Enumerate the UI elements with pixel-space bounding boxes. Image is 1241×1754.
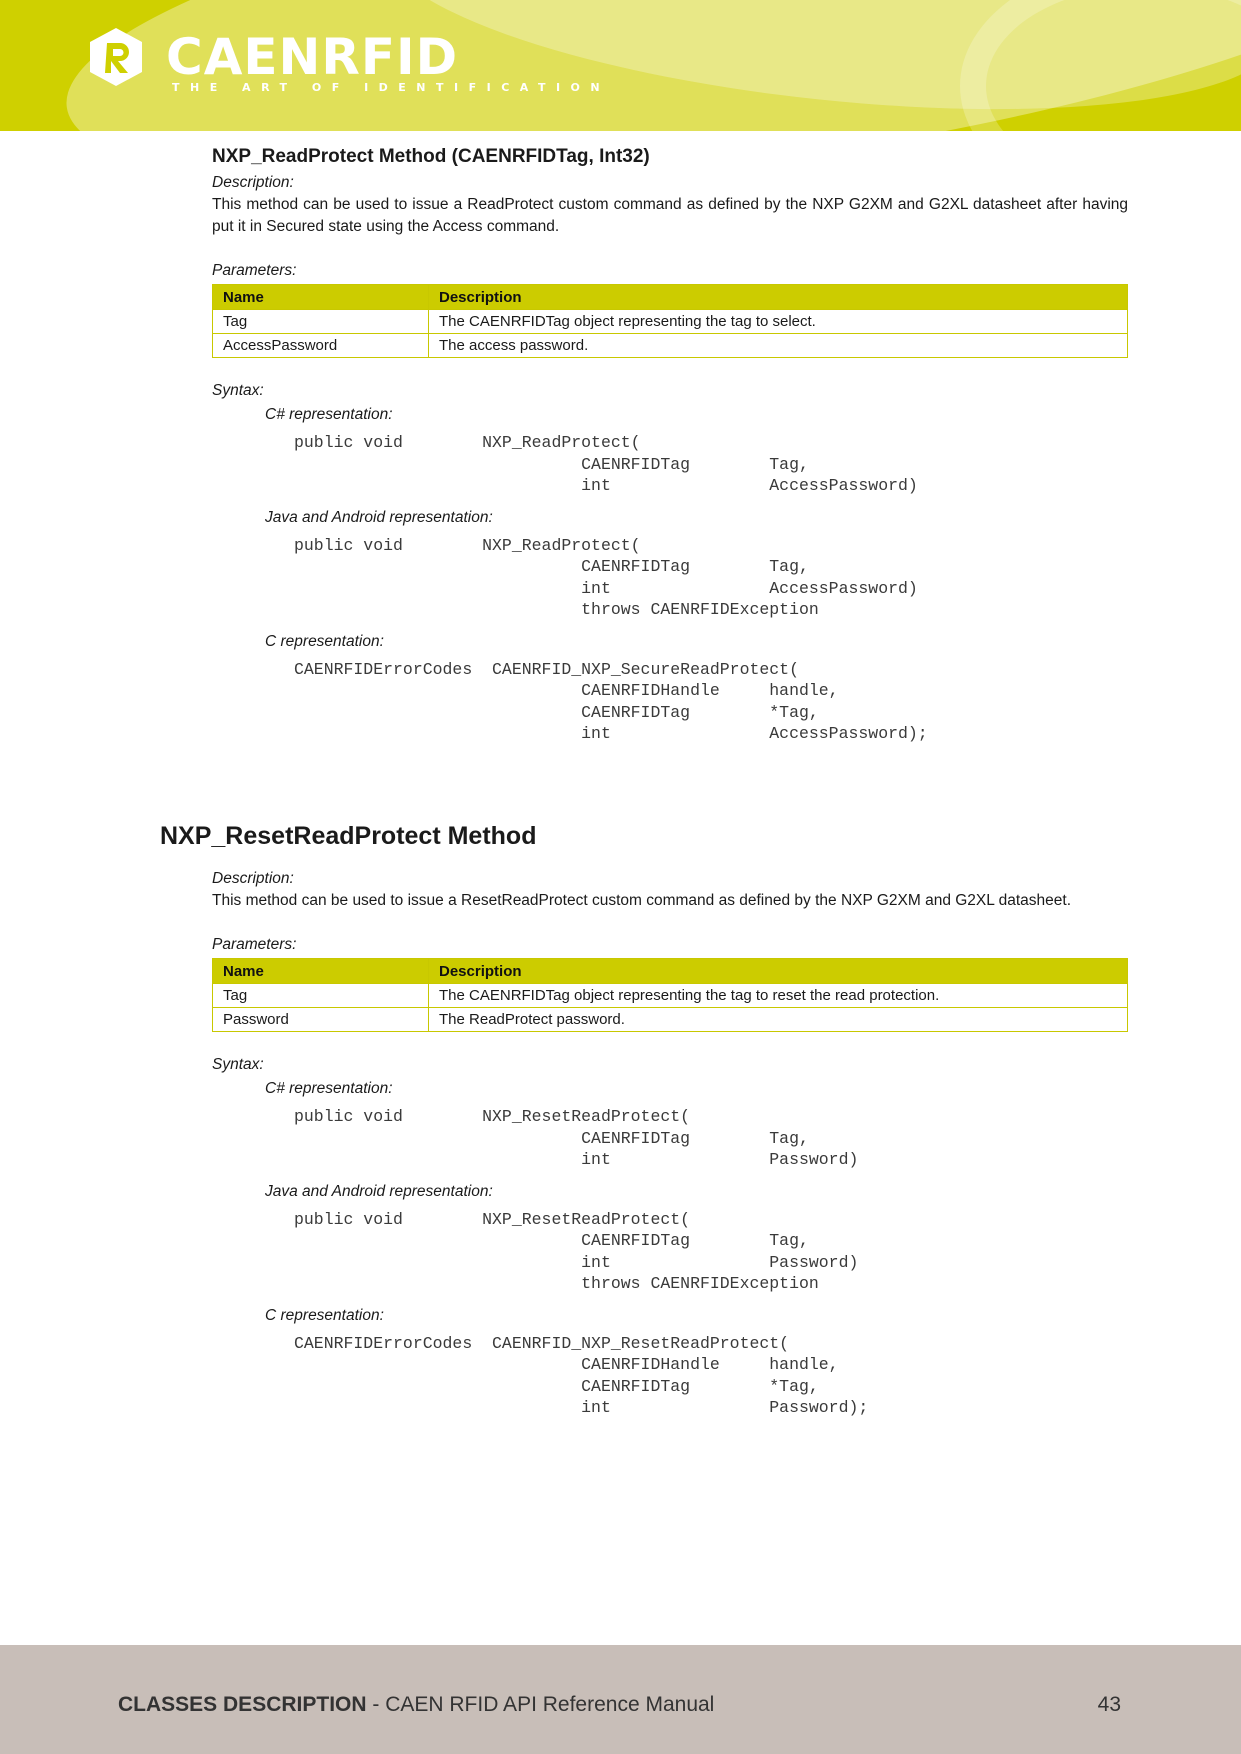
param-name: Tag	[213, 310, 429, 334]
param-description: The access password.	[429, 334, 1128, 358]
parameters-table	[212, 958, 1128, 1032]
section-heading: NXP_ResetReadProtect Method	[160, 822, 537, 850]
syntax-label: Syntax:	[212, 1056, 264, 1073]
parameters-table	[212, 284, 1128, 358]
c-code: CAENRFIDErrorCodes CAENRFID_NXP_ResetReadProtect( CAENRFIDHandle handle, CAENRFIDTag *Tag, int Password);	[294, 1333, 869, 1417]
table-header-name: Name	[213, 285, 429, 310]
csharp-label: C# representation:	[265, 1080, 393, 1097]
description-text: This method can be used to issue a ReadProtect custom command as defined by the NXP G2XM and G2XL datasheet after having put it in Secured state using the Access command.	[212, 196, 1128, 235]
param-description: The CAENRFIDTag object representing the tag to reset the read protection.	[429, 984, 1128, 1008]
footer-manual: - CAEN RFID API Reference Manual	[366, 1693, 715, 1716]
java-code: public void NXP_ResetReadProtect( CAENRFIDTag Tag, int Password) throws CAENRFIDException	[294, 1209, 859, 1293]
table-header-name: Name	[213, 959, 429, 984]
caenrfid-logo-icon	[88, 26, 144, 88]
parameters-label: Parameters:	[212, 262, 297, 279]
syntax-label: Syntax:	[212, 382, 264, 399]
footer-title	[118, 1693, 714, 1717]
param-name: Tag	[213, 984, 429, 1008]
table-header-row	[213, 959, 1128, 984]
table-header-row	[213, 285, 1128, 310]
param-description: The CAENRFIDTag object representing the tag to select.	[429, 310, 1128, 334]
csharp-code: public void NXP_ResetReadProtect( CAENRFIDTag Tag, int Password)	[294, 1107, 859, 1169]
table-row	[213, 334, 1128, 358]
parameters-label: Parameters:	[212, 936, 297, 953]
table-row	[213, 310, 1128, 334]
java-code: public void NXP_ReadProtect( CAENRFIDTag Tag, int AccessPassword) throws CAENRFIDException	[294, 535, 918, 619]
table-row	[213, 1008, 1128, 1032]
param-name: AccessPassword	[213, 334, 429, 358]
table-header-description: Description	[429, 285, 1128, 310]
logo-wordmark: CAENRFID	[166, 28, 459, 86]
c-label: C representation:	[265, 632, 384, 650]
java-label: Java and Android representation:	[265, 1182, 493, 1200]
param-description: The ReadProtect password.	[429, 1008, 1128, 1032]
description-label: Description:	[212, 174, 294, 191]
page-header	[0, 0, 1241, 131]
method-title: NXP_ReadProtect Method (CAENRFIDTag, Int32)	[212, 146, 650, 167]
page-footer	[0, 1645, 1241, 1754]
page-number: 43	[1097, 1693, 1121, 1716]
table-row	[213, 984, 1128, 1008]
logo-tagline: THE ART OF IDENTIFICATION	[172, 81, 611, 94]
header-swoosh	[960, 0, 1241, 131]
description-label: Description:	[212, 870, 294, 887]
section-readprotect	[212, 146, 1128, 755]
table-header-description: Description	[429, 959, 1128, 984]
footer-section: CLASSES DESCRIPTION	[118, 1693, 367, 1716]
c-code: CAENRFIDErrorCodes CAENRFID_NXP_SecureReadProtect( CAENRFIDHandle handle, CAENRFIDTag *Tag, int AccessPassword);	[294, 659, 928, 743]
description-text: This method can be used to issue a ResetReadProtect custom command as defined by the NXP G2XM and G2XL datasheet.	[212, 892, 1072, 909]
csharp-label: C# representation:	[265, 406, 393, 423]
java-label: Java and Android representation:	[265, 508, 493, 526]
param-name: Password	[213, 1008, 429, 1032]
csharp-code: public void NXP_ReadProtect( CAENRFIDTag Tag, int AccessPassword)	[294, 433, 918, 495]
section-resetreadprotect	[212, 868, 1128, 1429]
c-label: C representation:	[265, 1306, 384, 1324]
